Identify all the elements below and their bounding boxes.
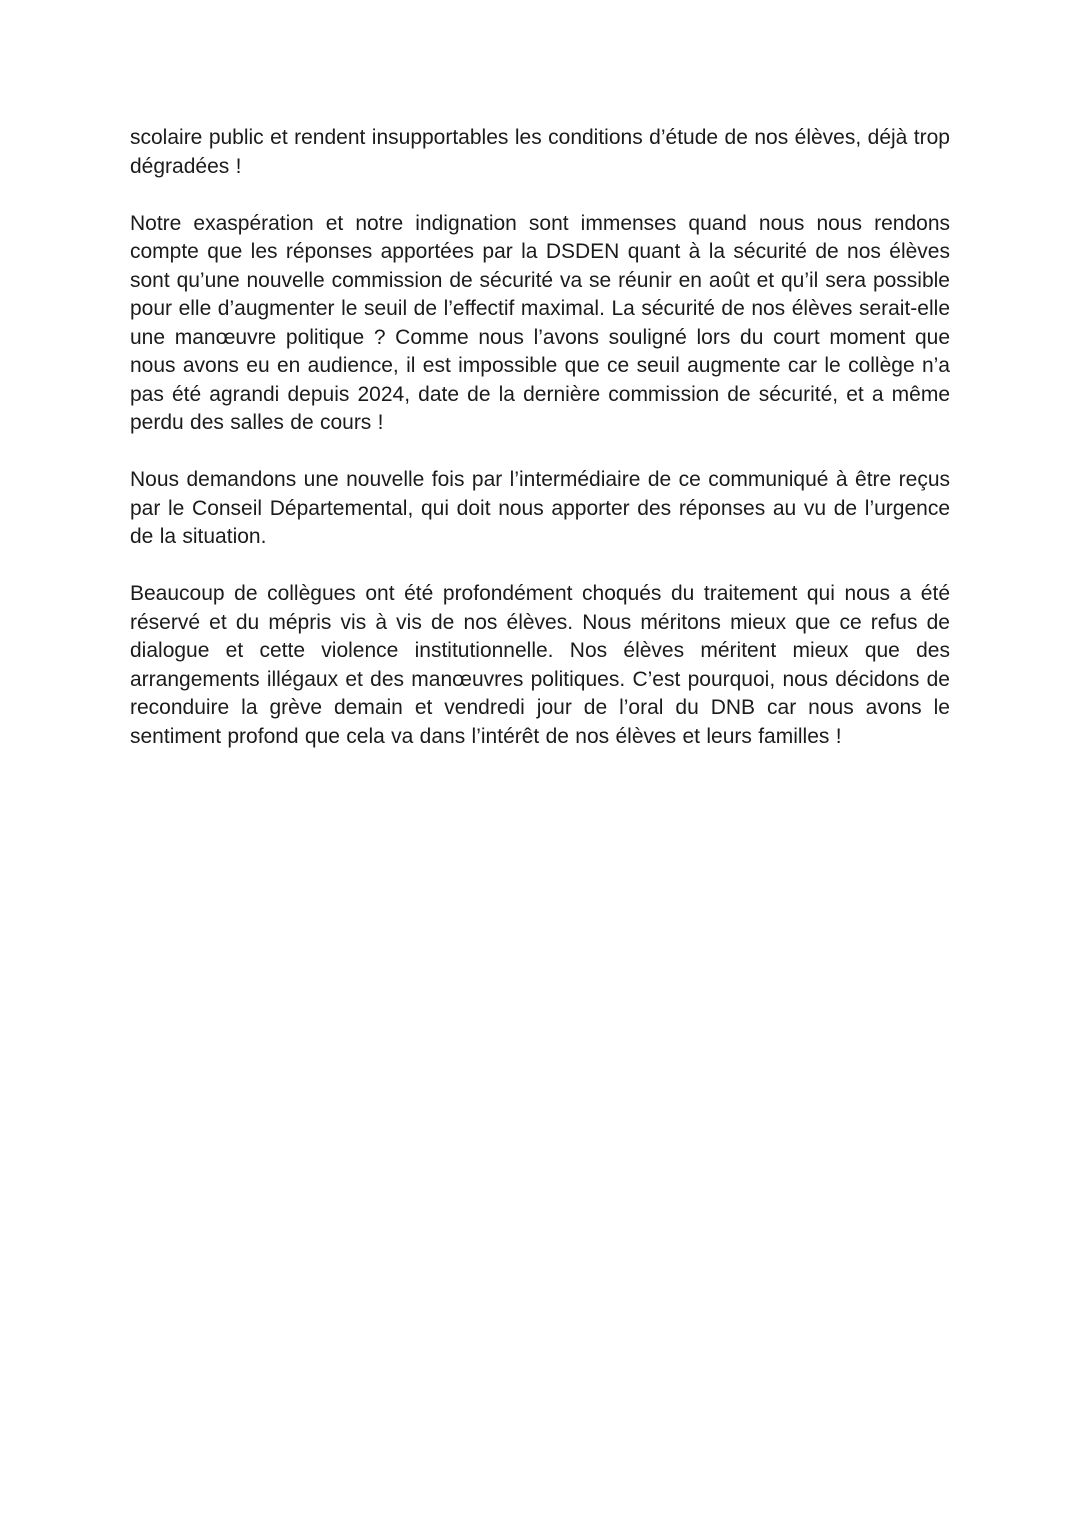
paragraph: Beaucoup de collègues ont été profondément choqués du traitement qui nous a été réservé et du mépris vis à vis de nos élèves. Nous méritons mieux que ce refus de dialogue et cette violence institutionnelle. Nos élèves méritent mieux que des arrangements illégaux et des manœuvres politiques. C’est pourquoi, nous décidons de reconduire la grève demain et vendredi jour de l’oral du DNB car nous avons le sentiment profond que cela va dans l’intérêt de nos élèves et leurs familles ! [130, 582, 950, 748]
paragraph: Notre exaspération et notre indignation sont immenses quand nous nous rendons compte que les réponses apportées par la DSDEN quant à la sécurité de nos élèves sont qu’une nouvelle commission de sécurité va se réunir en août et qu’il sera possible pour elle d’augmenter le seuil de l’effectif maximal. La sécurité de nos élèves serait-elle une manœuvre politique ? Comme nous l’avons souligné lors du court moment que nous avons eu en audience, il est impossible que ce seuil augmente car le collège n’a pas été agrandi depuis 2024, date de la dernière commission de sécurité, et a même perdu des salles de cours ! [130, 211, 950, 434]
paragraph: Nous demandons une nouvelle fois par l’intermédiaire de ce communiqué à être reçus par le Conseil Départemental, qui doit nous apporter des réponses au vu de l’urgence de la situation. [130, 468, 950, 548]
paragraph: scolaire public et rendent insupportables les conditions d’étude de nos élèves, déjà trop dégradées ! [130, 126, 950, 178]
